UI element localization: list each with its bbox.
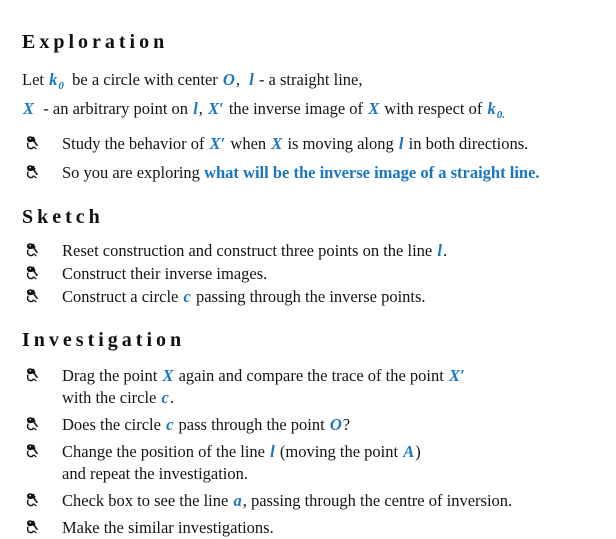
text-run: (moving the point (275, 442, 403, 461)
text-run: Drag the point (62, 366, 162, 385)
item-line (62, 263, 616, 285)
writing-hand-icon (22, 133, 62, 155)
list-item (22, 133, 616, 155)
item-line (62, 441, 616, 463)
item-line (62, 463, 616, 485)
list-item (22, 240, 616, 262)
item-text (62, 490, 616, 512)
text-run: ) (415, 442, 421, 461)
math-variable: k (487, 98, 496, 118)
writing-hand-icon (22, 441, 62, 485)
writing-hand-icon (22, 286, 62, 308)
text-run: Does the circle (62, 415, 166, 434)
item-text (62, 133, 616, 155)
writing-hand-icon (22, 517, 62, 539)
list-item (22, 263, 616, 285)
math-variable: l (437, 241, 442, 260)
text-run: Reset construction and construct three points on the line (62, 241, 437, 260)
list-item (22, 286, 616, 308)
writing-hand-icon (22, 240, 62, 262)
list-item (22, 365, 616, 409)
writing-hand-icon (22, 490, 62, 512)
text-run: . (169, 388, 174, 407)
section-exploration (22, 30, 616, 184)
text-run: is moving along (283, 134, 398, 153)
list-item (22, 162, 616, 184)
text-run: Construct their inverse images. (62, 264, 268, 283)
text-run: Check box to see the line (62, 491, 233, 510)
math-variable: 0 (58, 80, 64, 92)
math-variable: X (368, 98, 380, 118)
item-text (62, 517, 616, 539)
list-item (22, 490, 616, 512)
emphasis-text: what will be the inverse image of a straight line. (204, 163, 540, 182)
writing-hand-icon (22, 263, 62, 285)
list-item (22, 517, 616, 539)
writing-hand-icon (22, 162, 62, 184)
text-run: in both directions. (404, 134, 529, 153)
math-variable: l (398, 134, 404, 153)
item-text (62, 286, 616, 308)
text-run: with respect of (380, 98, 487, 118)
text-run: ? (342, 415, 351, 434)
text-run: , (198, 98, 208, 118)
item-line (62, 240, 616, 262)
item-line (62, 387, 616, 409)
math-variable: l (249, 70, 254, 89)
text-run: , passing through the centre of inversion. (242, 491, 513, 510)
math-variable: X′ (209, 134, 226, 153)
text-run: . (442, 241, 448, 260)
section-items (22, 240, 616, 308)
math-variable: X (23, 98, 35, 118)
math-variable: a (233, 491, 242, 510)
writing-hand-icon (22, 414, 62, 436)
math-variable: O (222, 70, 235, 89)
math-variable: c (166, 415, 174, 434)
intro-line (22, 98, 616, 127)
writing-hand-icon (22, 365, 62, 409)
math-variable: A (403, 442, 415, 461)
math-variable: X′ (208, 98, 224, 118)
math-variable: c (183, 287, 191, 306)
section-title: Sketch (22, 206, 104, 228)
math-variable: X′ (448, 366, 465, 385)
text-run: So you are exploring (62, 163, 205, 182)
math-variable: k (49, 70, 58, 89)
text-run: the inverse image of (224, 98, 368, 118)
math-variable: X (271, 134, 283, 153)
section-intro (22, 69, 616, 126)
item-line (62, 162, 616, 184)
text-run: Study the behavior of (62, 134, 209, 153)
item-line (62, 133, 616, 155)
text-run: when (226, 134, 271, 153)
text-run: - a straight line, (254, 70, 363, 89)
text-run: pass through the point (174, 415, 329, 434)
math-variable: . (502, 108, 506, 121)
math-variable: X (162, 366, 174, 385)
item-line (62, 490, 616, 512)
item-text (62, 162, 616, 184)
text-run: Change the position of the line (62, 442, 270, 461)
item-text (62, 365, 616, 409)
text-run: Make the similar investigations. (62, 518, 274, 537)
item-line (62, 414, 616, 436)
item-text (62, 240, 616, 262)
section-investigation (22, 328, 616, 539)
text-run: again and compare the trace of the point (174, 366, 448, 385)
list-item (22, 441, 616, 485)
item-text (62, 441, 616, 485)
math-variable: O (329, 415, 342, 434)
text-run: with the circle (62, 388, 161, 407)
item-line (62, 365, 616, 387)
section-title: Investigation (22, 329, 186, 351)
intro-line (22, 69, 616, 98)
text-run: Construct a circle (62, 287, 183, 306)
section-sketch (22, 205, 616, 308)
item-line (62, 286, 616, 308)
math-variable: c (161, 388, 169, 407)
text-run: - an arbitrary point on (35, 98, 193, 118)
item-text (62, 263, 616, 285)
text-run: passing through the inverse points. (191, 287, 426, 306)
math-variable: l (193, 98, 198, 118)
text-run: Let (22, 70, 49, 89)
list-item (22, 414, 616, 436)
section-title: Exploration (22, 31, 169, 53)
item-line (62, 517, 616, 539)
text-run: , (235, 70, 249, 89)
math-variable: 0 (496, 108, 503, 121)
section-items (22, 365, 616, 539)
text-run: and repeat the investigation. (62, 464, 249, 483)
text-run: be a circle with center (63, 70, 222, 89)
item-text (62, 414, 616, 436)
math-variable: l (270, 442, 275, 461)
section-items (22, 133, 616, 184)
